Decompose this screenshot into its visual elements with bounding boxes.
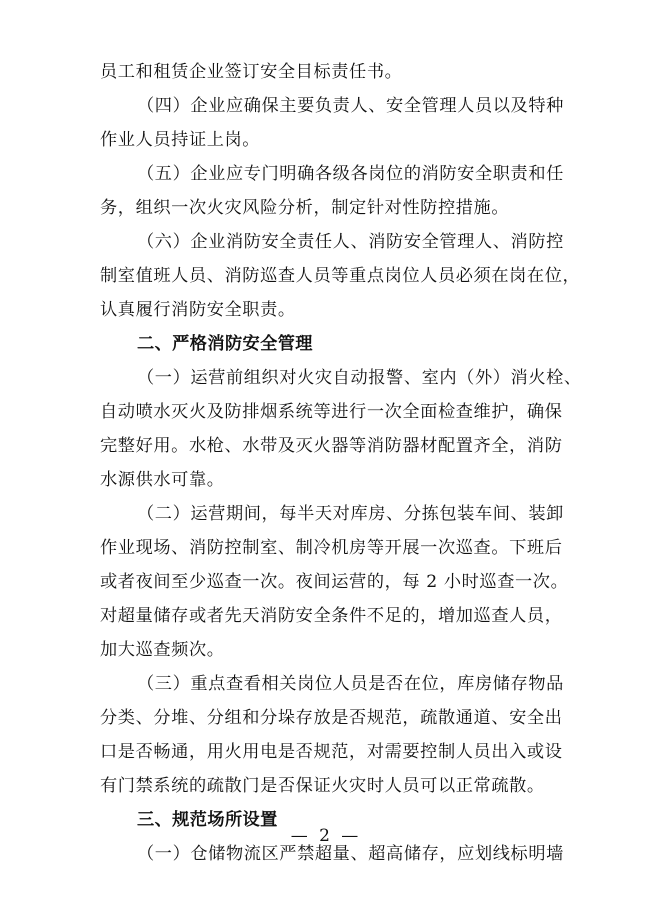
paragraph-item-1: （一）运营前组织对火灾自动报警、室内（外）消火栓、 — [137, 368, 582, 388]
paragraph-item-2: （二）运营期间，每半天对库房、分拣包装车间、装卸 — [137, 504, 564, 524]
paragraph-item-5: （五）企业应专门明确各级各岗位的消防安全职责和任 — [137, 164, 564, 184]
text-line: 对超量储存或者先天消防安全条件不足的，增加巡查人员， — [100, 606, 563, 626]
text-line: 分类、分堆、分组和分垛存放是否规范，疏散通道、安全出 — [100, 708, 563, 728]
page-number: — 2 — — [290, 826, 362, 846]
paragraph-item-6: （六）企业消防安全责任人、消防安全管理人、消防控 — [137, 232, 564, 252]
text-line: 务，组织一次火灾风险分析，制定针对性防控措施。 — [100, 198, 510, 218]
text-line: 水源供水可靠。 — [100, 470, 225, 490]
paragraph-item-1: （一）仓储物流区严禁超量、超高储存，应划线标明墙 — [137, 844, 564, 864]
text-line: 作业人员持证上岗。 — [100, 130, 261, 150]
text-line: 加大巡查频次。 — [100, 640, 225, 660]
text-line: 口是否畅通，用火用电是否规范，对需要控制人员出入或设 — [100, 742, 563, 762]
text-line: 作业现场、消防控制室、制冷机房等开展一次巡查。下班后 — [100, 538, 563, 558]
text-line: 员工和租赁企业签订安全目标责任书。 — [100, 62, 403, 82]
section-heading-2: 二、严格消防安全管理 — [137, 334, 313, 354]
text-line: 制室值班人员、消防巡查人员等重点岗位人员必须在岗在位， — [100, 266, 581, 286]
paragraph-item-3: （三）重点查看相关岗位人员是否在位，库房储存物品 — [137, 674, 564, 694]
paragraph-item-4: （四）企业应确保主要负责人、安全管理人员以及特种 — [137, 96, 564, 116]
text-line: 有门禁系统的疏散门是否保证火灾时人员可以正常疏散。 — [100, 776, 545, 796]
text-line: 或者夜间至少巡查一次。夜间运营的，每 2 小时巡查一次。 — [100, 572, 569, 592]
text-line: 认真履行消防安全职责。 — [100, 300, 296, 320]
text-line: 完整好用。水枪、水带及灭火器等消防器材配置齐全，消防 — [100, 436, 563, 456]
text-line: 自动喷水灭火及防排烟系统等进行一次全面检查维护，确保 — [100, 402, 563, 422]
section-heading-3: 三、规范场所设置 — [137, 810, 278, 830]
